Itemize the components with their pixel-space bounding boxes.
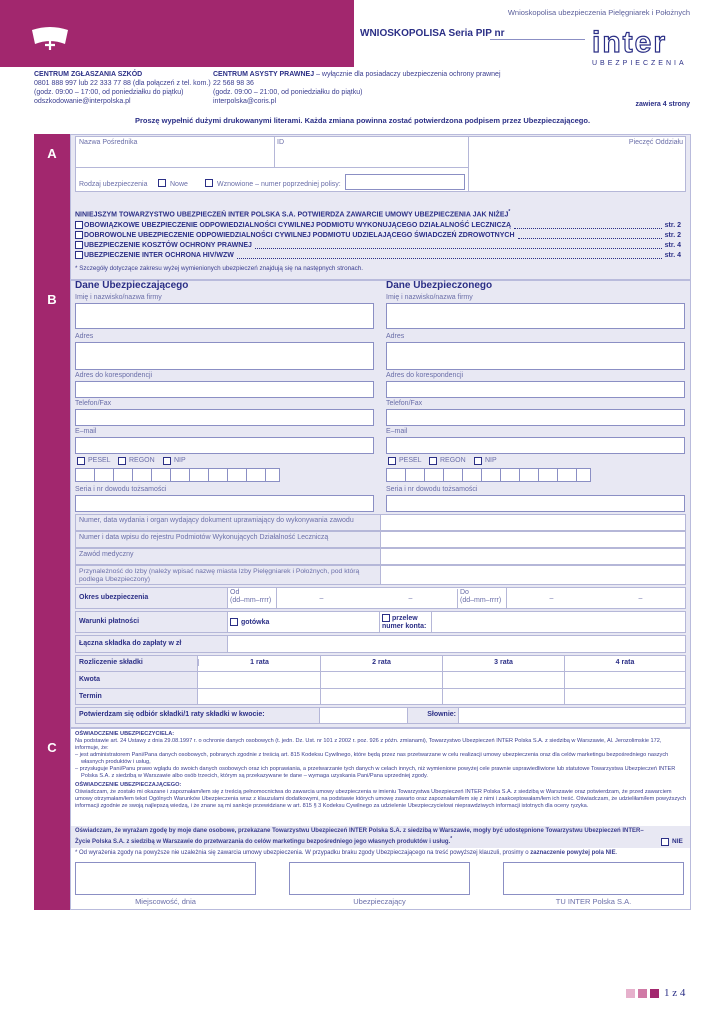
profession-row[interactable]: Zawód medyczny — [75, 548, 686, 565]
holder-regon-checkbox[interactable] — [118, 457, 126, 465]
register-row[interactable]: Numer i data wpisu do rejestru Podmiotów Wykonujących Działalność Leczniczą — [75, 531, 686, 548]
coverage-item: DOBROWOLNE UBEZPIECZENIE ODPOWIEDZIALNOŚCI CYWILNEJ PODMIOTU UDZIELAJĄCEGO ŚWIADCZEŃ ZDROWOTNYCH str. 2 — [75, 229, 681, 239]
pages-note: zawiera 4 strony — [635, 101, 690, 108]
inter-logo: inter UBEZPIECZENIA — [592, 26, 687, 67]
insured-corr-field[interactable] — [386, 381, 685, 398]
holder-name-field[interactable] — [75, 303, 374, 329]
period-row: Okres ubezpieczenia Od (dd–mm–rrrr) – – Do (dd–mm–rrrr) – – — [75, 587, 686, 609]
consent-footnote: * Od wyrażenia zgody na powyższe nie uzależnia się zawarcia umowy ubezpieczenia. W przypadku braku zgody Ubezpieczającego na treść powyższej klauzuli, prosimy o zaznaczenie powyżej pola NIE. — [75, 850, 618, 856]
consent-box: Oświadczam, że wyrażam zgodę by moje dane osobowe, przekazane Towarzystwu Ubezpieczeń INTER Polska S.A. z siedzibą w Warszawie, mogły być udostępnione Towarzystwu Ubezpieczeń INTER–Życie Polska S.A. z siedzibą w Warszawie do przetwarzania do celów marketingu bezpośredniego jego własnych produktów i usług.* — [71, 826, 690, 848]
renewal-checkbox[interactable] — [205, 179, 213, 187]
insured-id-number-field[interactable] — [386, 468, 591, 482]
holder-id-number-field[interactable] — [75, 468, 280, 482]
insured-regon-checkbox[interactable] — [429, 457, 437, 465]
coverage-item: UBEZPIECZENIE INTER OCHRONA HIV/WZW str. 4 — [75, 249, 681, 259]
insured-pesel-checkbox[interactable] — [388, 457, 396, 465]
section-a-footnote: * Szczegóły dotyczące zakresu wyżej wymienionych ubezpieczeń znajdują się na następnych stronach. — [75, 265, 364, 272]
holder-nip-checkbox[interactable] — [163, 457, 171, 465]
policyholder-signature[interactable] — [289, 862, 470, 895]
holder-idcard-field[interactable] — [75, 495, 374, 512]
paid-amount-field[interactable] — [321, 708, 407, 723]
id-label: ID — [277, 139, 284, 146]
date-to-field[interactable]: – – — [506, 588, 685, 608]
insured-idcard-field[interactable] — [386, 495, 685, 512]
chamber-row[interactable]: Przynależność do Izby (należy wpisać nazwę miasta Izby Pielęgniarek i Położnych, pod którą podlega Ubezpieczony) — [75, 565, 686, 585]
legal-assistance: CENTRUM ASYSTY PRAWNEJ – wyłącznie dla posiadaczy ubezpieczenia ochrony prawnej 22 568 98 36 (godz. 09:00 – 21:00, od poniedziałku do piątku) interpolska@coris.pl — [213, 71, 501, 105]
section-a-tab: A — [34, 134, 70, 280]
agent-name-label: Nazwa Pośrednika — [79, 139, 138, 146]
license-doc-row[interactable]: Numer, data wydania i organ wydający dokument uprawniający do wykonywania zawodu — [75, 514, 686, 531]
policyholder-title: Dane Ubezpieczającego — [75, 280, 189, 291]
insured-nip-checkbox[interactable] — [474, 457, 482, 465]
account-number-field[interactable] — [431, 612, 685, 632]
place-date-signature[interactable] — [75, 862, 256, 895]
holder-pesel-checkbox[interactable] — [77, 457, 85, 465]
holder-email-field[interactable] — [75, 437, 374, 454]
instruction: Proszę wypełnić dużymi drukowanymi literami. Każda zmiana powinna zostać potwierdzona podpisem przez Ubezpieczającego. — [134, 116, 591, 125]
statements: OŚWIADCZENIE UBEZPIECZYCIELA: Na podstawie art. 24 Ustawy z dnia 29.08.1997 r. o ochronie danych osobowych (t. jedn. Dz. Ust. nr 101 z 2002 r. poz. 926 z późn. zmianami), Towarzystwo Ubezpieczeń INTER Polska S.A. z siedzibą w Warszawie, Al. Jerozolimskie 172, informuje, że: – jest administratorem Pani/Pana danych osobowych, pobranych zgodnie z treścią art. 815 Kodeksu Cywilnego, które będą przez nas przetwarzane w celu realizacji umowy ubezpieczenia oraz dla celów marketingu bezpośredniego naszych własnych produktów i usług, – przysługuje Pani/Panu prawo wglądu do swoich danych osobowych oraz ich poprawiania, a przetwarzanie tych danych w celach innych, niż wymienione powyżej cele prawnie usprawiedliwione lub statutowe Towarzystwa Ubezpieczeń INTER Polska S.A. z siedzibą w Warszawie albo osób trzecich, którym są przekazywane te dane – wymaga uzyskania Pani/Pana uprzedniej zgody. OŚWIADCZENIE UBEZPIECZAJĄCEGO: Oświadczam, że zostało mi okazane i zapoznałam/łem się z treścią pełnomocnictwa do zawarcia umowy ubezpieczenia w imieniu Towarzystwa Ubezpieczeń INTER Polska S.A. z siedzibą w Warszawie oraz potwierdzam, że przed zawarciem umowy otrzymałam/łem tekst Ogólnych Warunków Ubezpieczenia wraz z klauzulami dodatkowymi, na podstawie których umowę zawarto oraz zapoznałam/łem się z nimi i zaakceptowałam/łem ich treść. Oświadczam, że udzieliłam/łem powyższych informacji zgodnie ze swoją najlepszą wiedzą, i że znane są mi sankcje przewidziane w art. 815 § 3 Kodeksu Cywilnego za udzielenie Ubezpieczycielowi nieprawdziwych informacji istotnych dla oceny ryzyka. — [75, 731, 686, 809]
total-premium-field[interactable] — [229, 636, 685, 652]
holder-corr-field[interactable] — [75, 381, 374, 398]
insured-email-field[interactable] — [386, 437, 685, 454]
total-premium-row: Łączna składka do zapłaty w zł — [75, 635, 686, 653]
section-c-tab: C — [34, 728, 70, 910]
amount-in-words-field[interactable] — [459, 708, 685, 723]
claims-center: CENTRUM ZGŁASZANIA SZKÓD 0801 888 997 lub 22 333 77 88 (dla połączeń z tel. kom.) (godz. 09:00 – 17:00, od poniedziałku do piątku) odszkodowanie@interpolska.pl — [34, 71, 211, 105]
date-from-field[interactable]: – – — [276, 588, 455, 608]
insured-phone-field[interactable] — [386, 409, 685, 426]
form-title: WNIOSKOPOLISA Seria PIP nr — [360, 28, 505, 39]
holder-address-field[interactable] — [75, 342, 374, 370]
page-indicator: 1 z 4 — [626, 987, 685, 999]
agent-row: Nazwa Pośrednika ID Pieczęć Oddziału Rodzaj ubezpieczenia Nowe Wznowione – numer poprzedniej polisy: — [75, 136, 686, 192]
agent-name-field[interactable] — [76, 147, 274, 167]
logo-mark-icon — [30, 24, 70, 54]
payment-confirm-row: Potwierdzam się odbiór składki/1 raty składki w kwocie: Słownie: — [75, 707, 686, 724]
section-b-tab: B — [34, 280, 70, 728]
coverage-item: UBEZPIECZENIE KOSZTÓW OCHRONY PRAWNEJ str. 4 — [75, 239, 681, 249]
insurer-signature[interactable] — [503, 862, 684, 895]
confirm-heading: NINIEJSZYM TOWARZYSTWO UBEZPIECZEŃ INTER POLSKA S.A. POTWIERDZA ZAWARCIE UMOWY UBEZPIECZENIA JAK NIŻEJ* — [75, 209, 511, 219]
top-right-title: Wnioskopolisa ubezpieczenia Pielęgniarek i Położnych — [507, 8, 690, 17]
insurance-type-label: Rodzaj ubezpieczenia — [79, 181, 148, 188]
rate-header: 2 rata — [320, 659, 442, 666]
rate-header: 4 rata — [564, 659, 685, 666]
form-number-field[interactable] — [490, 26, 585, 40]
prev-policy-field[interactable] — [345, 174, 465, 190]
consent-nie-checkbox[interactable] — [661, 838, 669, 846]
rate-header: 3 rata — [442, 659, 564, 666]
installments-table: Rozliczenie składki Kwota Termin 1 rata 2 rata 3 rata 4 rata — [75, 655, 686, 705]
stamp-label: Pieczęć Oddziału — [628, 139, 683, 146]
id-field[interactable] — [275, 147, 468, 167]
insured-title: Dane Ubezpieczonego — [386, 280, 493, 291]
insured-address-field[interactable] — [386, 342, 685, 370]
rate-header: 1 rata — [198, 659, 320, 666]
new-checkbox[interactable] — [158, 179, 166, 187]
transfer-checkbox[interactable] — [382, 614, 390, 622]
coverage-item: OBOWIĄZKOWE UBEZPIECZENIE ODPOWIEDZIALNOŚCI CYWILNEJ PODMIOTU WYKONUJĄCEGO DZIAŁALNOŚĆ LECZNICZĄ str. 2 — [75, 219, 681, 229]
insured-name-field[interactable] — [386, 303, 685, 329]
holder-phone-field[interactable] — [75, 409, 374, 426]
cash-checkbox[interactable] — [230, 618, 238, 626]
coverage-list — [75, 219, 681, 259]
payment-row: Warunki płatności gotówka przelew numer konta: — [75, 611, 686, 633]
